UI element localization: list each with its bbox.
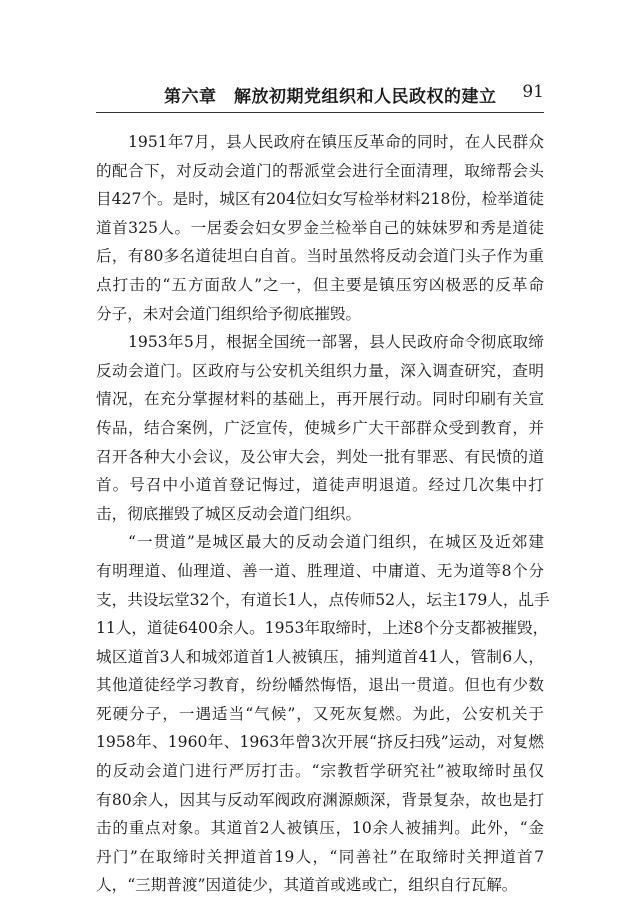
text-line: 其他道徒经学习教育，纷纷幡然悔悟，退出一贯道。但也有少数 [96, 676, 544, 695]
text-line: 11人，道徒6400余人。1953年取缔时，上述8个分支都被摧毁， [96, 619, 549, 638]
text-line: 城区道首3人和城郊道首1人被镇压，捕判道首41人，管制6人， [96, 647, 544, 666]
text-line: “一贯道”是城区最大的反动会道门组织，在城区及近郊建 [128, 533, 544, 552]
paragraph-2 [96, 328, 544, 528]
text-line: 首。号召中小道首登记悔过，道徒声明退道。经过几次集中打 [96, 476, 544, 495]
text-line: 的反动会道门进行严厉打击。“宗教哲学研究社”被取缔时虽仅 [96, 762, 544, 781]
text-line: 反动会道门。区政府与公安机关组织力量，深入调查研究，查明 [96, 361, 544, 380]
text-line: 击，彻底摧毁了城区反动会道门组织。 [96, 504, 362, 523]
text-line: 的配合下，对反动会道门的帮派堂会进行全面清理，取缔帮会头 [96, 161, 544, 180]
text-line: 死硬分子，一遇适当“气候”，又死灰复燃。为此，公安机关于 [96, 704, 544, 723]
text-line: 分子，未对会道门组织给予彻底摧毁。 [96, 304, 362, 323]
text-line: 道首325人。一居委会妇女罗金兰检举自己的妹妹罗和秀是道徒 [96, 218, 544, 237]
text-line: 目427个。是时，城区有204位妇女写检举材料218份，检举道徒 [96, 190, 544, 209]
text-line: 1951年7月，县人民政府在镇压反革命的同时，在人民群众 [128, 133, 544, 151]
page-number: 91 [522, 82, 544, 102]
text-line: 有80余人，因其与反动军阀政府渊源颇深，背景复杂，故也是打 [96, 790, 544, 809]
text-line: 情况，在充分掌握材料的基础上，再开展行动。同时印刷有关宣 [96, 390, 544, 409]
header-rule [96, 112, 544, 113]
running-header [96, 82, 544, 108]
body-text [96, 128, 550, 900]
text-line: 后，有80多名道徒坦白自首。当时虽然将反动会道门头子作为重 [96, 247, 544, 266]
text-line: 丹门”在取缔时关押道首19人，“同善社”在取缔时关押道首7 [96, 847, 544, 866]
text-line: 击的重点对象。其道首2人被镇压，10余人被捕判。此外，“金 [96, 819, 544, 838]
text-line: 1958年、1960年、1963年曾3次开展“挤反扫残”运动，对复燃 [96, 733, 544, 752]
text-line: 召开各种大小会议，及公审大会，判处一批有罪恶、有民愤的道 [96, 447, 544, 466]
text-line: 传品，结合案例，广泛宣传，使城乡广大干部群众受到教育，并 [96, 418, 544, 437]
text-line: 人，“三期普渡”因道徒少，其道首或逃或亡，组织自行瓦解。 [96, 876, 518, 895]
chapter-title: 第六章 解放初期党组织和人民政权的建立 [164, 87, 497, 107]
text-line: 点打击的“五方面敌人”之一，但主要是镇压穷凶极恶的反革命 [96, 275, 544, 294]
text-line: 1953年5月，根据全国统一部署，县人民政府命令彻底取缔 [128, 333, 544, 352]
paragraph-1 [96, 128, 544, 328]
text-line: 支，共设坛堂32个，有道长1人，点传师52人，坛主179人，乩手 [96, 590, 550, 609]
paragraph-3 [96, 528, 550, 900]
text-line: 有明理道、仙理道、善一道、胜理道、中庸道、无为道等8个分 [96, 561, 544, 580]
